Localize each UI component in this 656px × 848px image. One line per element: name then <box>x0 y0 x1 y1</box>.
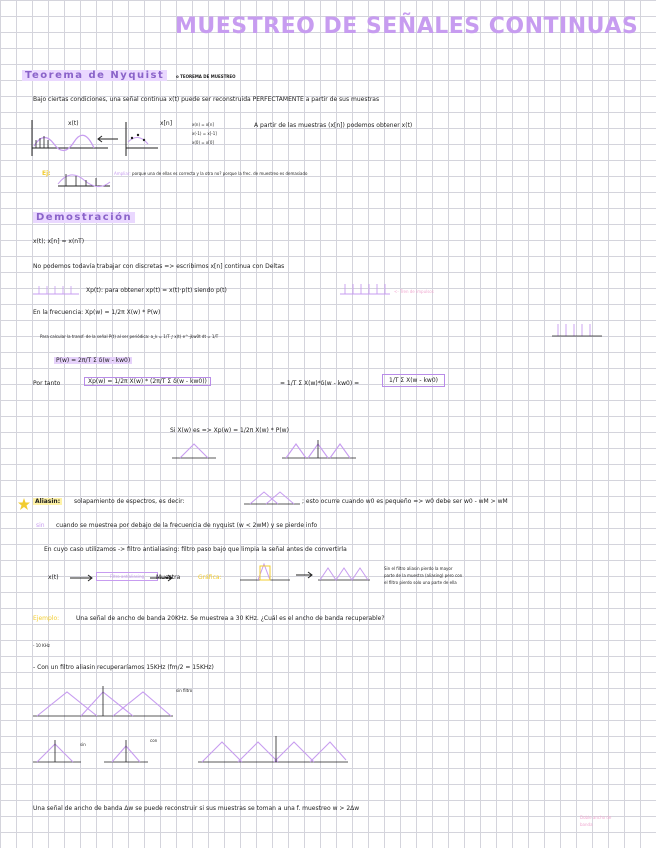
demo-line7-eq3: 1/T Σ X(w - kw0) <box>382 377 445 385</box>
spectrum-sin-filtro <box>33 686 173 724</box>
spectrum-replicas <box>198 734 348 770</box>
ejemplo-ans2: - Con un filtro aliasin recuperaríamos 15KHz (fm/2 = 15KHz) <box>33 664 214 671</box>
demo-line2: No podemos todavía trabajar con discretas => escribimos x[n] continua con Deltas <box>33 263 285 270</box>
spectrum-con <box>104 738 148 768</box>
eq-xn-minus1: x(-1) = x[-1] <box>192 131 217 136</box>
aliasing-line2-pre: sin <box>36 522 45 529</box>
nyquist-heading: Teorema de Nyquist <box>22 70 167 81</box>
spectrum-xp-sketch <box>282 436 356 466</box>
demo-line3: Xp(t): para obtener xp(t) = x(t)·p(t) siendo p(t) <box>86 287 227 294</box>
nyquist-heading-note: o TEOREMA DE MUESTREO <box>176 74 236 79</box>
demo-line7-label: Por tanto <box>33 380 61 387</box>
flow-filter-box: Filtro antialiasing <box>96 572 158 581</box>
ej-label: Ej: <box>42 170 51 177</box>
flow-xt: x(t) <box>48 574 59 581</box>
sampled-signal-sketch <box>124 118 160 158</box>
demo-line1: x(t); x[n] = x(nT) <box>33 238 85 245</box>
flow-note3: el filtro pierdo solo una parte de ella <box>384 580 457 585</box>
ejemplo-label: Ejemplo: <box>33 615 60 622</box>
footer-note1: Doble ancho de <box>580 815 612 820</box>
footer-note2: banda <box>580 822 593 827</box>
eq-x0: x(0) = x[0] <box>192 140 214 145</box>
impulse-train-note: <- Tren de impulsos <box>394 289 434 294</box>
page-title: MUESTREO DE SEÑALES CONTINUAS <box>175 14 639 39</box>
ejemplo-ans1: - 10 KHz <box>33 643 50 648</box>
sin-label: sin <box>80 742 86 747</box>
filter-response-sketch <box>240 560 290 584</box>
arrow-right-icon-3 <box>296 572 314 578</box>
flow-muestra: Muestra <box>156 574 181 581</box>
flow-note2: parte de la muestra (aliasing) pero con <box>384 573 463 578</box>
demo-heading: Demostración <box>33 212 135 223</box>
demo-line6: P(w) = 2π/T Σ δ(w - kw0) <box>56 357 131 364</box>
aliasing-label: Aliasin: <box>35 498 61 505</box>
eq-xn: x(n) = x[n] <box>192 122 214 127</box>
demo-line7-eq2: = 1/T Σ X(w)*δ(w - kw0) = <box>280 380 360 387</box>
con-label: con <box>150 738 158 743</box>
spectrum-sin <box>33 738 81 768</box>
flow-note1: Sin el filtro aliasin pierdo la mayor <box>384 566 453 571</box>
arrow-right-icon <box>70 574 94 582</box>
overlap-sketch <box>244 488 300 510</box>
demo-line5: Para calcular la transf. de la señal P(t) al ser periódica: a_k = 1/T ∫ x(t) e^-jkw0t dt = 1/T <box>40 334 219 339</box>
demo-line4: En la frecuencia: Xp(w) = 1/2π X(w) * P(w) <box>33 309 161 316</box>
filtered-spectrum-sketch <box>318 562 370 584</box>
footer-text: Una señal de ancho de banda Δw se puede reconstruir si sus muestras se toman a una f. muestreo w > 2Δw <box>33 805 360 812</box>
sin-filtro-label: sin filtro <box>176 688 193 693</box>
aliasing-line3: En cuyo caso utilizamos -> filtro antialiasing: filtro paso bajo que limpia la señal antes de convertirla <box>44 546 347 553</box>
spectrum-x-sketch <box>172 440 216 466</box>
nyquist-intro: Bajo ciertas condiciones, una señal continua x(t) puede ser reconstruida PERFECTAMENTE a partir de sus muestras <box>33 96 380 103</box>
aliasing-line1b: ; esto ocurre cuando w0 es pequeño => w0 debe ser w0 - wM > wM <box>302 498 508 505</box>
fourier-coeff-sketch <box>552 318 602 344</box>
demo-line7-eq1: Xp(w) = 1/2π X(w) * (2π/T Σ δ(w - kw0)) <box>84 378 211 386</box>
label-xn: x[n] <box>160 120 173 127</box>
impulse-train-icon <box>340 282 390 300</box>
demo-line8: Si X(w) es => Xp(w) = 1/2π X(w) * P(w) <box>170 427 289 434</box>
aliasing-line1: solapamiento de espectros, es decir: <box>74 498 185 505</box>
ejemplo-text: Una señal de ancho de banda 20KHz. Se muestrea a 30 KHz. ¿Cuál es el ancho de banda recuperable? <box>76 615 385 622</box>
ej-note: Ampliar: porque una de ellas es correcta y la otra no? porque la frec. de muestreo es demasiado <box>114 171 308 176</box>
reconstruction-text: A partir de las muestras (x[n]) podemos obtener x(t) <box>254 122 413 129</box>
aliasing-line2: cuando se muestrea por debajo de la frecuencia de nyquist (w < 2wM) y se pierde info <box>56 522 318 529</box>
example-sketch <box>56 164 112 190</box>
impulse-sketch <box>33 282 79 296</box>
label-xt: x(t) <box>68 120 79 127</box>
star-icon <box>18 498 30 510</box>
arrow-left-icon <box>96 136 120 142</box>
flow-grafica: Gráfica: <box>198 574 222 581</box>
